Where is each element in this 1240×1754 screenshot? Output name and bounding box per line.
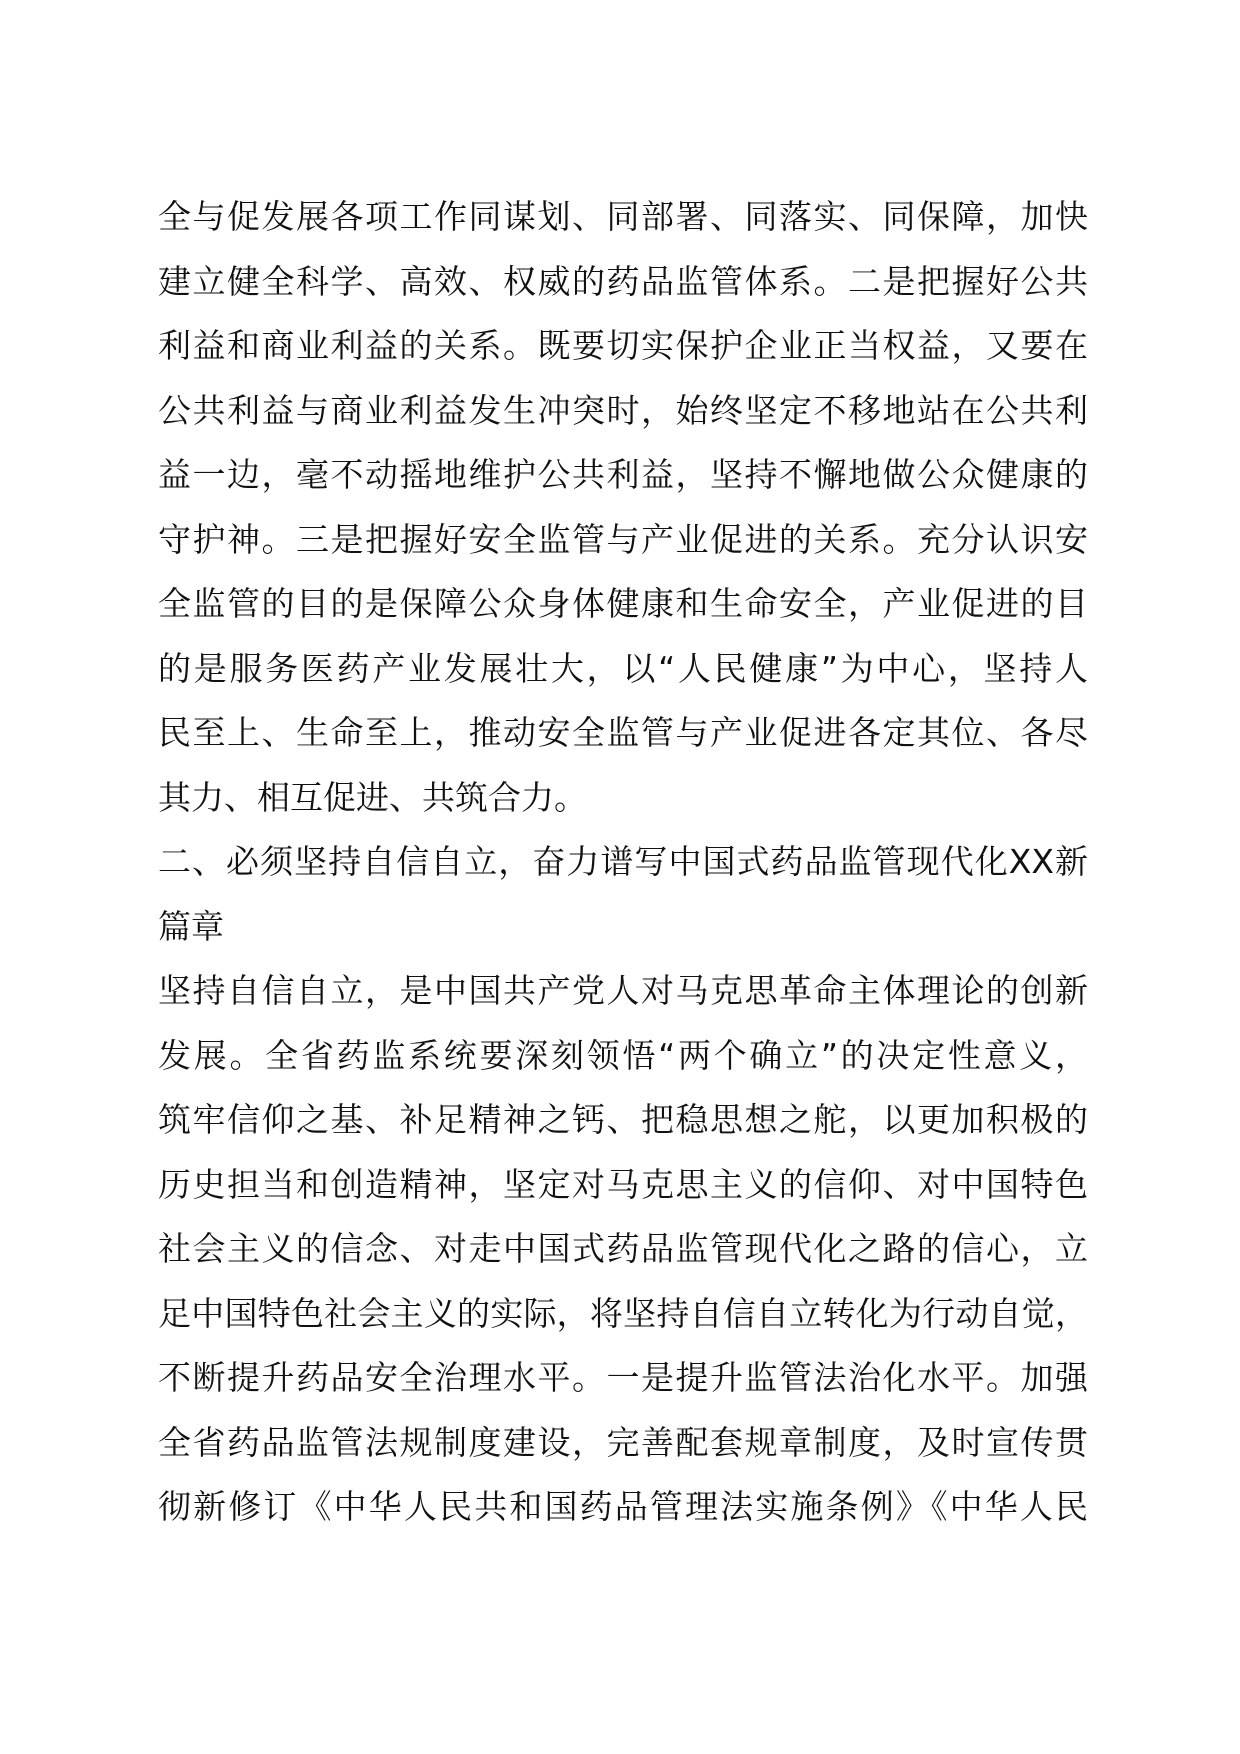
text-line: 坚持自信自立，是中国共产党人对马克思革命主体理论的创新: [158, 971, 1088, 1010]
text-line: 历史担当和创造精神，坚定对马克思主义的信仰、对中国特色: [158, 1164, 1088, 1204]
text-line: 发展。全省药监系统要深刻领悟“两个确立”的决定性意义，: [158, 1035, 1088, 1075]
text-line: 其力、相互促进、共筑合力。: [158, 777, 587, 817]
text-line: 二、必须坚持自信自立，奋力谱写中国式药品监管现代化XX新: [158, 842, 1088, 881]
text-line: 民至上、生命至上，推动安全监管与产业促进各定其位、各尽: [158, 713, 1088, 752]
text-line: 公共利益与商业利益发生冲突时，始终坚定不移地站在公共利: [158, 390, 1088, 430]
text-line: 守护神。三是把握好安全监管与产业促进的关系。充分认识安: [158, 519, 1088, 559]
text-line: 篇章: [158, 906, 224, 946]
text-line: 足中国特色社会主义的实际，将坚持自信自立转化为行动自觉，: [158, 1293, 1088, 1333]
text-line: 彻新修订《中华人民共和国药品管理法实施条例》《中华人民: [158, 1487, 1088, 1526]
text-line: 全与促发展各项工作同谋划、同部署、同落实、同保障，加快: [158, 197, 1088, 236]
text-line: 利益和商业利益的关系。既要切实保护企业正当权益，又要在: [158, 326, 1088, 365]
text-line: 筑牢信仰之基、补足精神之钙、把稳思想之舵，以更加积极的: [158, 1100, 1088, 1139]
text-line: 社会主义的信念、对走中国式药品监管现代化之路的信心，立: [158, 1229, 1088, 1268]
body-text: [158, 185, 1088, 1540]
text-line: 全监管的目的是保障公众身体健康和生命安全，产业促进的目: [158, 584, 1088, 623]
text-line: 建立健全科学、高效、权威的药品监管体系。二是把握好公共: [158, 261, 1088, 301]
text-line: 全省药品监管法规制度建设，完善配套规章制度，及时宣传贯: [158, 1422, 1088, 1462]
text-line: 益一边，毫不动摇地维护公共利益，坚持不懈地做公众健康的: [158, 455, 1088, 494]
text-line: 的是服务医药产业发展壮大，以“人民健康”为中心，坚持人: [158, 648, 1088, 688]
text-line: 不断提升药品安全治理水平。一是提升监管法治化水平。加强: [158, 1358, 1088, 1397]
